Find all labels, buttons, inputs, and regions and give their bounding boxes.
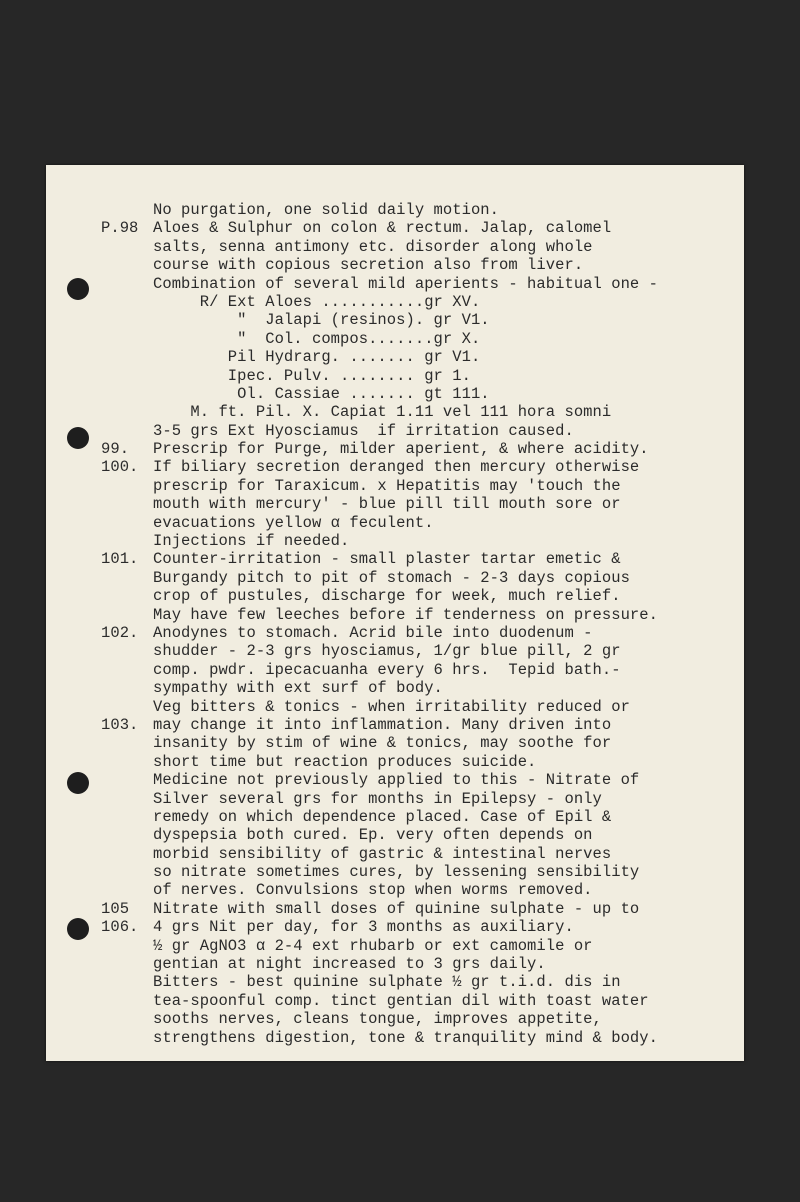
- line-text: sooths nerves, cleans tongue, improves appetite,: [153, 1010, 602, 1029]
- line-text: Ipec. Pulv. ........ gr 1.: [153, 366, 471, 385]
- paragraph-number: [46, 881, 153, 899]
- line-text: R/ Ext Aloes ...........gr XV.: [153, 292, 481, 311]
- text-line: [46, 716, 744, 734]
- line-text: sympathy with ext surf of body.: [153, 679, 443, 698]
- line-text: Burgandy pitch to pit of stomach - 2-3 days copious: [153, 568, 630, 587]
- text-line: [46, 514, 744, 532]
- paragraph-number: [46, 403, 153, 421]
- text-line: [46, 661, 744, 679]
- paragraph-number: [46, 1010, 153, 1028]
- line-text: 4 grs Nit per day, for 3 months as auxiliary.: [153, 918, 574, 937]
- line-text: evacuations yellow α feculent.: [153, 513, 434, 532]
- text-line: [46, 330, 744, 348]
- line-text: Bitters - best quinine sulphate ½ gr t.i.d. dis in: [153, 973, 621, 992]
- line-text: insanity by stim of wine & tonics, may soothe for: [153, 734, 612, 753]
- text-line: [46, 201, 744, 219]
- paragraph-number: [46, 367, 153, 385]
- text-line: [46, 826, 744, 844]
- paragraph-number: [46, 275, 153, 293]
- line-text: tea-spoonful comp. tinct gentian dil with toast water: [153, 991, 649, 1010]
- text-line: [46, 881, 744, 899]
- text-line: [46, 458, 744, 476]
- line-text: prescrip for Taraxicum. x Hepatitis may 'touch the: [153, 476, 621, 495]
- text-line: [46, 992, 744, 1010]
- text-line: [46, 937, 744, 955]
- text-line: [46, 1029, 744, 1047]
- line-text: Nitrate with small doses of quinine sulphate - up to: [153, 899, 640, 918]
- line-text: salts, senna antimony etc. disorder along whole: [153, 237, 593, 256]
- line-text: may change it into inflammation. Many driven into: [153, 715, 612, 734]
- line-text: short time but reaction produces suicide.: [153, 752, 537, 771]
- paragraph-number: [46, 330, 153, 348]
- text-line: [46, 955, 744, 973]
- paragraph-number: 102.: [101, 623, 139, 642]
- text-line: [46, 440, 744, 458]
- text-line: [46, 973, 744, 991]
- paragraph-number: 100.: [101, 458, 139, 477]
- paragraph-number: 101.: [101, 550, 139, 569]
- paragraph-number: [46, 771, 153, 789]
- paragraph-number: [46, 293, 153, 311]
- line-text: No purgation, one solid daily motion.: [153, 201, 500, 219]
- paragraph-number: [46, 845, 153, 863]
- line-text: Aloes & Sulphur on colon & rectum. Jalap, calomel: [153, 219, 612, 238]
- line-text: course with copious secretion also from liver.: [153, 256, 584, 275]
- text-line: [46, 275, 744, 293]
- line-text: Combination of several mild aperients - habitual one -: [153, 274, 658, 293]
- text-line: [46, 367, 744, 385]
- paragraph-number: [46, 514, 153, 532]
- line-text: Injections if needed.: [153, 532, 350, 551]
- line-text: shudder - 2-3 grs hyosciamus, 1/gr blue pill, 2 gr: [153, 642, 621, 661]
- line-text: so nitrate sometimes cures, by lessening sensibility: [153, 863, 640, 882]
- line-text: morbid sensibility of gastric & intestinal nerves: [153, 844, 612, 863]
- text-line: [46, 790, 744, 808]
- paragraph-number: 103.: [101, 715, 139, 734]
- paragraph-number: [46, 992, 153, 1010]
- line-text: Counter-irritation - small plaster tartar emetic &: [153, 550, 621, 569]
- line-text: If biliary secretion deranged then mercury otherwise: [153, 458, 640, 477]
- paragraph-number: [46, 587, 153, 605]
- paragraph-number: [46, 826, 153, 844]
- paragraph-number: [46, 698, 153, 716]
- line-text: " Col. compos.......gr X.: [153, 329, 481, 348]
- paragraph-number: [46, 661, 153, 679]
- paragraph-number: P.98: [101, 219, 139, 238]
- paragraph-number: [46, 753, 153, 771]
- text-line: [46, 219, 744, 237]
- line-text: Anodynes to stomach. Acrid bile into duodenum -: [153, 623, 593, 642]
- line-text: M. ft. Pil. X. Capiat 1.11 vel 111 hora somni: [153, 403, 612, 422]
- text-line: [46, 256, 744, 274]
- text-line: [46, 900, 744, 918]
- line-text: Prescrip for Purge, milder aperient, & where acidity.: [153, 440, 649, 459]
- line-text: mouth with mercury' - blue pill till mouth sore or: [153, 495, 621, 514]
- paragraph-number: [46, 532, 153, 550]
- paragraph-number: [46, 348, 153, 366]
- text-line: [46, 569, 744, 587]
- line-text: gentian at night increased to 3 grs daily.: [153, 955, 546, 974]
- text-line: [46, 845, 744, 863]
- text-line: [46, 550, 744, 568]
- paragraph-number: [46, 385, 153, 403]
- text-line: [46, 679, 744, 697]
- paragraph-number: [46, 256, 153, 274]
- text-line: [46, 771, 744, 789]
- line-text: Medicine not previously applied to this - Nitrate of: [153, 771, 640, 790]
- paragraph-number: [46, 642, 153, 660]
- text-line: [46, 532, 744, 550]
- text-line: [46, 495, 744, 513]
- paragraph-number: [46, 790, 153, 808]
- text-line: [46, 642, 744, 660]
- line-text: May have few leeches before if tenderness on pressure.: [153, 605, 658, 624]
- line-text: " Jalapi (resinos). gr V1.: [153, 311, 490, 330]
- text-line: [46, 403, 744, 421]
- paragraph-number: 106.: [101, 918, 139, 937]
- paragraph-number: [46, 201, 153, 219]
- line-text: Pil Hydrarg. ....... gr V1.: [153, 348, 481, 367]
- paragraph-number: [46, 238, 153, 256]
- paragraph-number: [46, 973, 153, 991]
- line-text: ½ gr AgNO3 α 2-4 ext rhubarb or ext camomile or: [153, 936, 593, 955]
- text-line: [46, 624, 744, 642]
- text-line: [46, 808, 744, 826]
- line-text: crop of pustules, discharge for week, much relief.: [153, 587, 621, 606]
- text-line: [46, 606, 744, 624]
- paragraph-number: [46, 863, 153, 881]
- paragraph-number: [46, 311, 153, 329]
- text-line: [46, 1010, 744, 1028]
- line-text: of nerves. Convulsions stop when worms removed.: [153, 881, 593, 900]
- paragraph-number: [46, 606, 153, 624]
- text-line: [46, 587, 744, 605]
- text-line: [46, 753, 744, 771]
- text-line: [46, 918, 744, 936]
- paragraph-number: [46, 937, 153, 955]
- paragraph-number: [46, 955, 153, 973]
- line-text: 3-5 grs Ext Hyosciamus if irritation caused.: [153, 421, 574, 440]
- text-line: [46, 293, 744, 311]
- paragraph-number: [46, 808, 153, 826]
- text-line: [46, 422, 744, 440]
- line-text: strengthens digestion, tone & tranquility mind & body.: [153, 1028, 658, 1047]
- page-text: [46, 201, 744, 1047]
- paragraph-number: 99.: [101, 440, 130, 459]
- line-text: Silver several grs for months in Epilepsy - only: [153, 789, 602, 808]
- paragraph-number: [46, 477, 153, 495]
- paragraph-number: [46, 1029, 153, 1047]
- paragraph-number: [46, 422, 153, 440]
- text-line: [46, 698, 744, 716]
- paragraph-number: [46, 679, 153, 697]
- line-text: remedy on which dependence placed. Case of Epil &: [153, 807, 612, 826]
- paragraph-number: [46, 734, 153, 752]
- text-line: [46, 734, 744, 752]
- line-text: dyspepsia both cured. Ep. very often depends on: [153, 826, 593, 845]
- text-line: [46, 385, 744, 403]
- paragraph-number: [46, 569, 153, 587]
- line-text: comp. pwdr. ipecacuanha every 6 hrs. Tepid bath.-: [153, 660, 621, 679]
- text-line: [46, 477, 744, 495]
- text-line: [46, 238, 744, 256]
- text-line: [46, 348, 744, 366]
- paragraph-number: [46, 495, 153, 513]
- text-line: [46, 863, 744, 881]
- line-text: Ol. Cassiae ....... gt 111.: [153, 384, 490, 403]
- paragraph-number: 105: [101, 899, 130, 918]
- text-line: [46, 311, 744, 329]
- line-text: Veg bitters & tonics - when irritability reduced or: [153, 697, 630, 716]
- typed-page: [46, 165, 744, 1061]
